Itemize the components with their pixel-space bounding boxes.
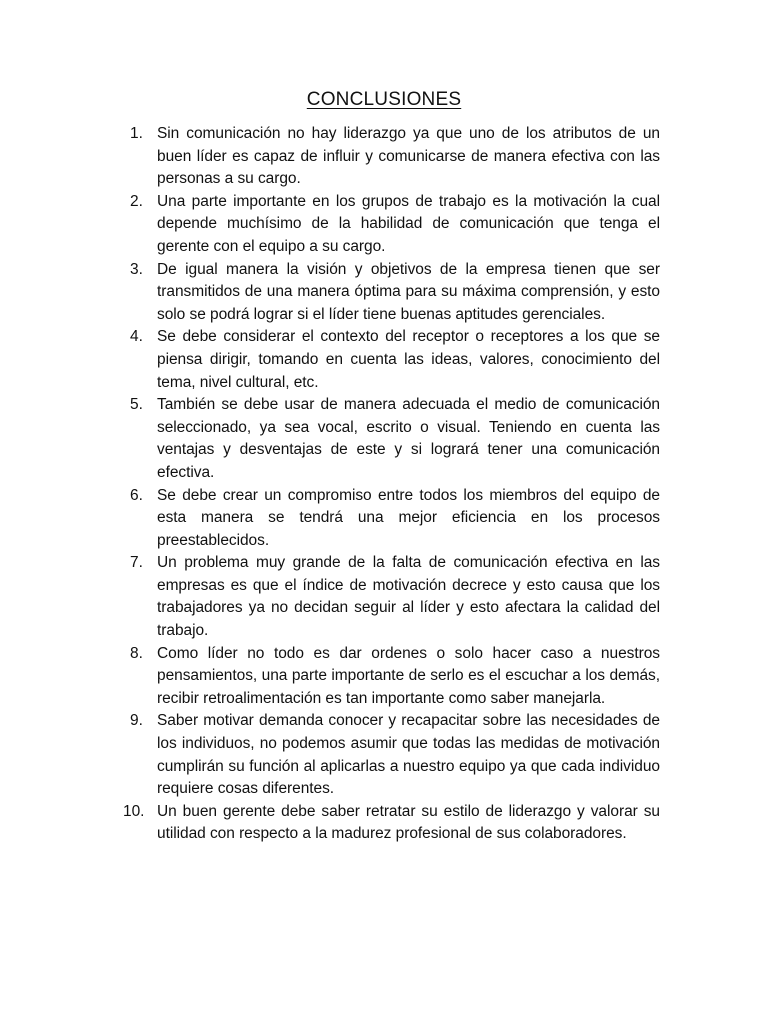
list-item-number: 10. [123, 802, 145, 820]
list-item-text: De igual manera la visión y objetivos de la empresa tienen que ser transmitidos de una manera óptima para su máxima comprensión, y esto solo se podrá lograr si el líder tiene buenas aptitudes gerenciales. [157, 260, 660, 323]
list-item-number: 9. [130, 712, 143, 730]
list-item-text: Se debe considerar el contexto del receptor o receptores a los que se piensa dirigir, tomando en cuenta las ideas, valores, conocimiento del tema, nivel cultural, etc. [157, 328, 660, 391]
list-item-number: 5. [130, 396, 143, 414]
list-item-text: Se debe crear un compromiso entre todos los miembros del equipo de esta manera se tendrá una mejor eficiencia en los procesos preestablecidos. [157, 486, 660, 549]
list-item [125, 123, 660, 191]
list-item [125, 552, 660, 642]
list-item-text: Un buen gerente debe saber retratar su estilo de liderazgo y valorar su utilidad con respecto a la madurez profesional de sus colaboradores. [157, 802, 660, 843]
list-item [125, 710, 660, 800]
document-title: CONCLUSIONES [306, 89, 462, 110]
list-item [125, 259, 660, 327]
list-item [125, 191, 660, 259]
list-item [125, 643, 660, 711]
conclusions-list [125, 123, 660, 846]
list-item-number: 3. [130, 260, 143, 278]
list-item-number: 6. [130, 486, 143, 504]
list-item [125, 801, 660, 846]
list-item-number: 4. [130, 328, 143, 346]
list-item-text: Como líder no todo es dar ordenes o solo hacer caso a nuestros pensamientos, una parte importante de serlo es el escuchar a los demás, recibir retroalimentación es tan importante como saber manejarla. [157, 644, 660, 707]
list-item [125, 326, 660, 394]
list-item-number: 2. [130, 192, 143, 210]
list-item [125, 485, 660, 553]
list-item-text: Saber motivar demanda conocer y recapacitar sobre las necesidades de los individuos, no podemos asumir que todas las medidas de motivación cumplirán su función al aplicarlas a nuestro equipo ya que cada individuo requiere cosas diferentes. [157, 712, 660, 798]
list-item-text: Un problema muy grande de la falta de comunicación efectiva en las empresas es que el índice de motivación decrece y esto causa que los trabajadores ya no decidan seguir al líder y esto afectara la calidad del trabajo. [157, 554, 660, 640]
list-item-number: 7. [130, 554, 143, 572]
list-item-text: También se debe usar de manera adecuada el medio de comunicación seleccionado, ya sea vocal, escrito o visual. Teniendo en cuenta las ventajas y desventajas de este y si logrará tener una comunicación efectiva. [157, 396, 660, 481]
list-item-number: 8. [130, 644, 143, 662]
list-item-text: Sin comunicación no hay liderazgo ya que uno de los atributos de un buen líder es capaz de influir y comunicarse de manera efectiva con las personas a su cargo. [157, 125, 660, 188]
list-item [125, 394, 660, 484]
list-item-text: Una parte importante en los grupos de trabajo es la motivación la cual depende muchísimo de la habilidad de comunicación que tenga el gerente con el equipo a su cargo. [157, 192, 660, 255]
list-item-number: 1. [130, 125, 143, 142]
